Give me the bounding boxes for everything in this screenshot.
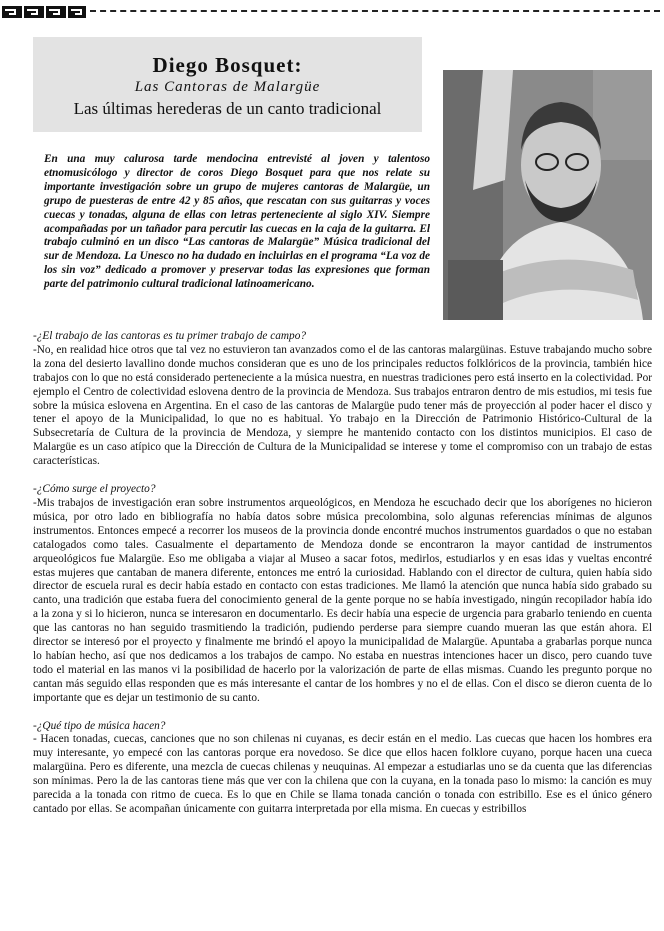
page-decoration [0,0,664,24]
dashed-rule [90,10,660,12]
question-2: -¿Cómo surge el proyecto? [33,483,156,496]
portrait-image [443,70,652,320]
article-tagline: Las últimas herederas de un canto tradicional [73,99,382,118]
title-box [33,37,422,132]
answer-1: -No, en realidad hice otros que tal vez no estuvieron tan avanzados como el de las cantoras malargüinas. Estuve trabajando mucho sobre la zona del desierto lavallino donde muchos consideran que es uno de los principales reductos folklóricos de la provincia, también hice trabajos con lo que no está considerado perteneciente a la música nuestra, en nuestras tradiciones pero está inserto en la colectividad. Por ejemplo el Centro de colectividad eslovena dentro de la provincia de Mendoza. Sus trabajos entraron dentro de mis estudios, mi tesis fue sobre la música eslovena en Argentina. En el caso de las cantoras de Malargüe pudo tener más de proyección al poder hacer el disco y tener el apoyo de la Municipalidad, lo que no es habitual. Yo trabajo en la Dirección de Patrimonio Histórico-Cultural de la Subsecretaría de Cultura de la provincia de Mendoza, y siempre he mantenido contacto con los distintos municipios. El caso de Malargüe es un caso atípico que la Dirección de Cultura de la Municipalidad se interese y tome el compromiso con un trabajo de estas características. [33,343,652,468]
portrait-photo [443,70,652,320]
section-spacer [33,469,652,483]
answer-2: -Mis trabajos de investigación eran sobre instrumentos arqueológicos, en Mendoza he escuchado decir que los aborígenes no hicieron música, por otro lado en bibliografía no había datos sobre música precolombina, solo algunas referencias mínimas de algunos instrumentos. Entonces empecé a recorrer los museos de la provincia donde encontré muchos instrumentos guardados o que no estaban catalogados como tales. Casualmente el departamento de Mendoza donde se encontraron la mayor cantidad de instrumentos arqueológicos fue Malargüe. Eso me obligaba a viajar al Museo a sacar fotos, medirlos, estudiarlos y en esas idas y vueltas encontré estas mujeres que cantaban de manera diferente, entonces me entró la curiosidad. Hablando con el director de cultura, quien había sido director de escuela rural es decir había estado en contacto con estas tradiciones. Me llamó la atención que nunca había sido grabado su canto, una tradición que estaba fuera del conocimiento general de la gente porque no se había investigado, ningún recopilador había ido a la zona y si lo hicieron, nunca se interesaron en documentarlo. Es decir había una especie de urgencia para grabarlo teniendo en cuenta que las cantoras no han seguido trasmitiendo la tradición, pudiendo perderse para siempre cuando mueran las que están ahora. El director se interesó por el proyecto y finalmente me brindó el apoyo la municipalidad de Malargüe. Apuntaba a grabarlas porque nunca lo habían hecho, así que nos dedicamos a los trabajos de campo. No estaba en nuestras intenciones hacer un disco, pero cuando tuve todo el material en las manos vi la posibilidad de hacerlo por la valorización de parte de ellas mismas. Cuando les pregunto porque no cantan más seguido ellas responden que es más interesante el cantar de los hombres y no el de ellas. Con el disco se dieron cuenta de lo importante que es dejar un testimonio de su canto. [33,496,652,704]
intro-paragraph: En una muy calurosa tarde mendocina entrevisté al joven y talentoso etnomusicólogo y director de coros Diego Bosquet para que nos relate su importante investigación sobre un grupo de mujeres cantoras de Malargüe, un grupo de puesteras de entre 42 y 85 años, que rescatan con sus guitarras y voces cuecas y tonadas, alguna de ellas con letras perteneciente al siglo XIV. Siempre acompañadas por un tañador para percutir las cuecas en la caja de la guitarra. El trabajo culminó en un disco “Las cantoras de Malargüe” Música tradicional del sur de Mendoza. La Unesco no ha dudado en incluirlas en el programa “La voz de los sin voz” dedicado a promover y preservar todas las expresiones que forman parte del patrimonio cultural tradicional latinoamericano. [44,153,430,291]
question-3: -¿Qué tipo de música hacen? [33,719,166,732]
answer-3: - Hacen tonadas, cuecas, canciones que no son chilenas ni cuyanas, es decir están en el medio. Las cuecas que hacen los hombres era muy interesante, yo empecé con las cantoras porque era novedoso. Se dice que ellos hacen folklore cuyano, porque hacen una cueca malargüina. Pero es diferente, una mezcla de cuecas chilenas y neuquinas. Al empezar a estudiarlas uno se da cuenta que las diferencias son mínimas. Pero la de las cantoras tiene más que ver con la chilena que con la cuyana, en la tonada paso lo mismo: la canción es muy parecida a la tonada con ritmo de cueca. Es lo que en Chile se llama tonada canción o tonada con estribillo. Ese es el único género cantado por ellas. Se acompañan únicamente con guitarra interpretada por ella misma. En cuecas y estribillos [33,733,652,815]
section-spacer [33,706,652,720]
greek-key-ornament [2,4,88,20]
article-title: Diego Bosquet: [152,53,303,77]
question-1: -¿El trabajo de las cantoras es tu primer trabajo de campo? [33,330,306,342]
article-subtitle: Las Cantoras de Malargüe [134,79,321,95]
interview-body [33,330,652,817]
